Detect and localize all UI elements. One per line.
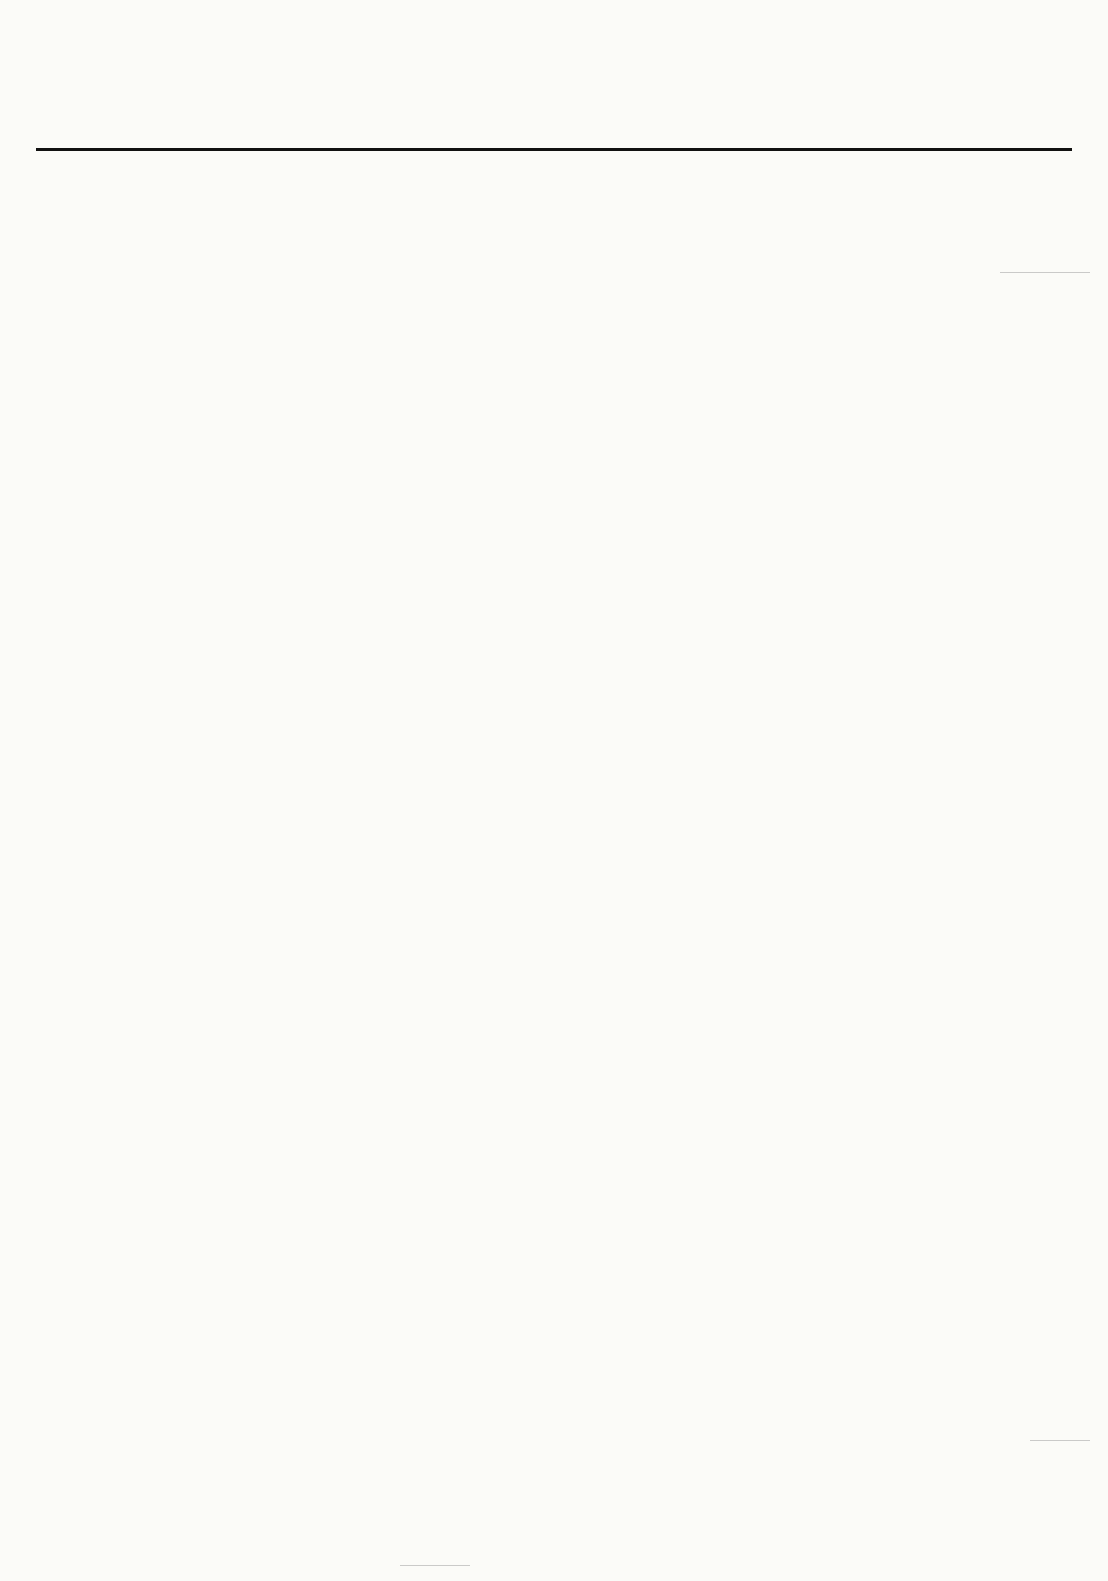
verse: [36, 158, 1070, 195]
header-rule: [36, 148, 1072, 151]
page-header: [36, 92, 1072, 148]
body-text: [36, 158, 1070, 195]
scan-artifact: [1030, 1440, 1090, 1441]
scan-artifact: [1000, 272, 1090, 273]
scan-artifact: [400, 1565, 470, 1566]
running-title: [36, 100, 1072, 110]
